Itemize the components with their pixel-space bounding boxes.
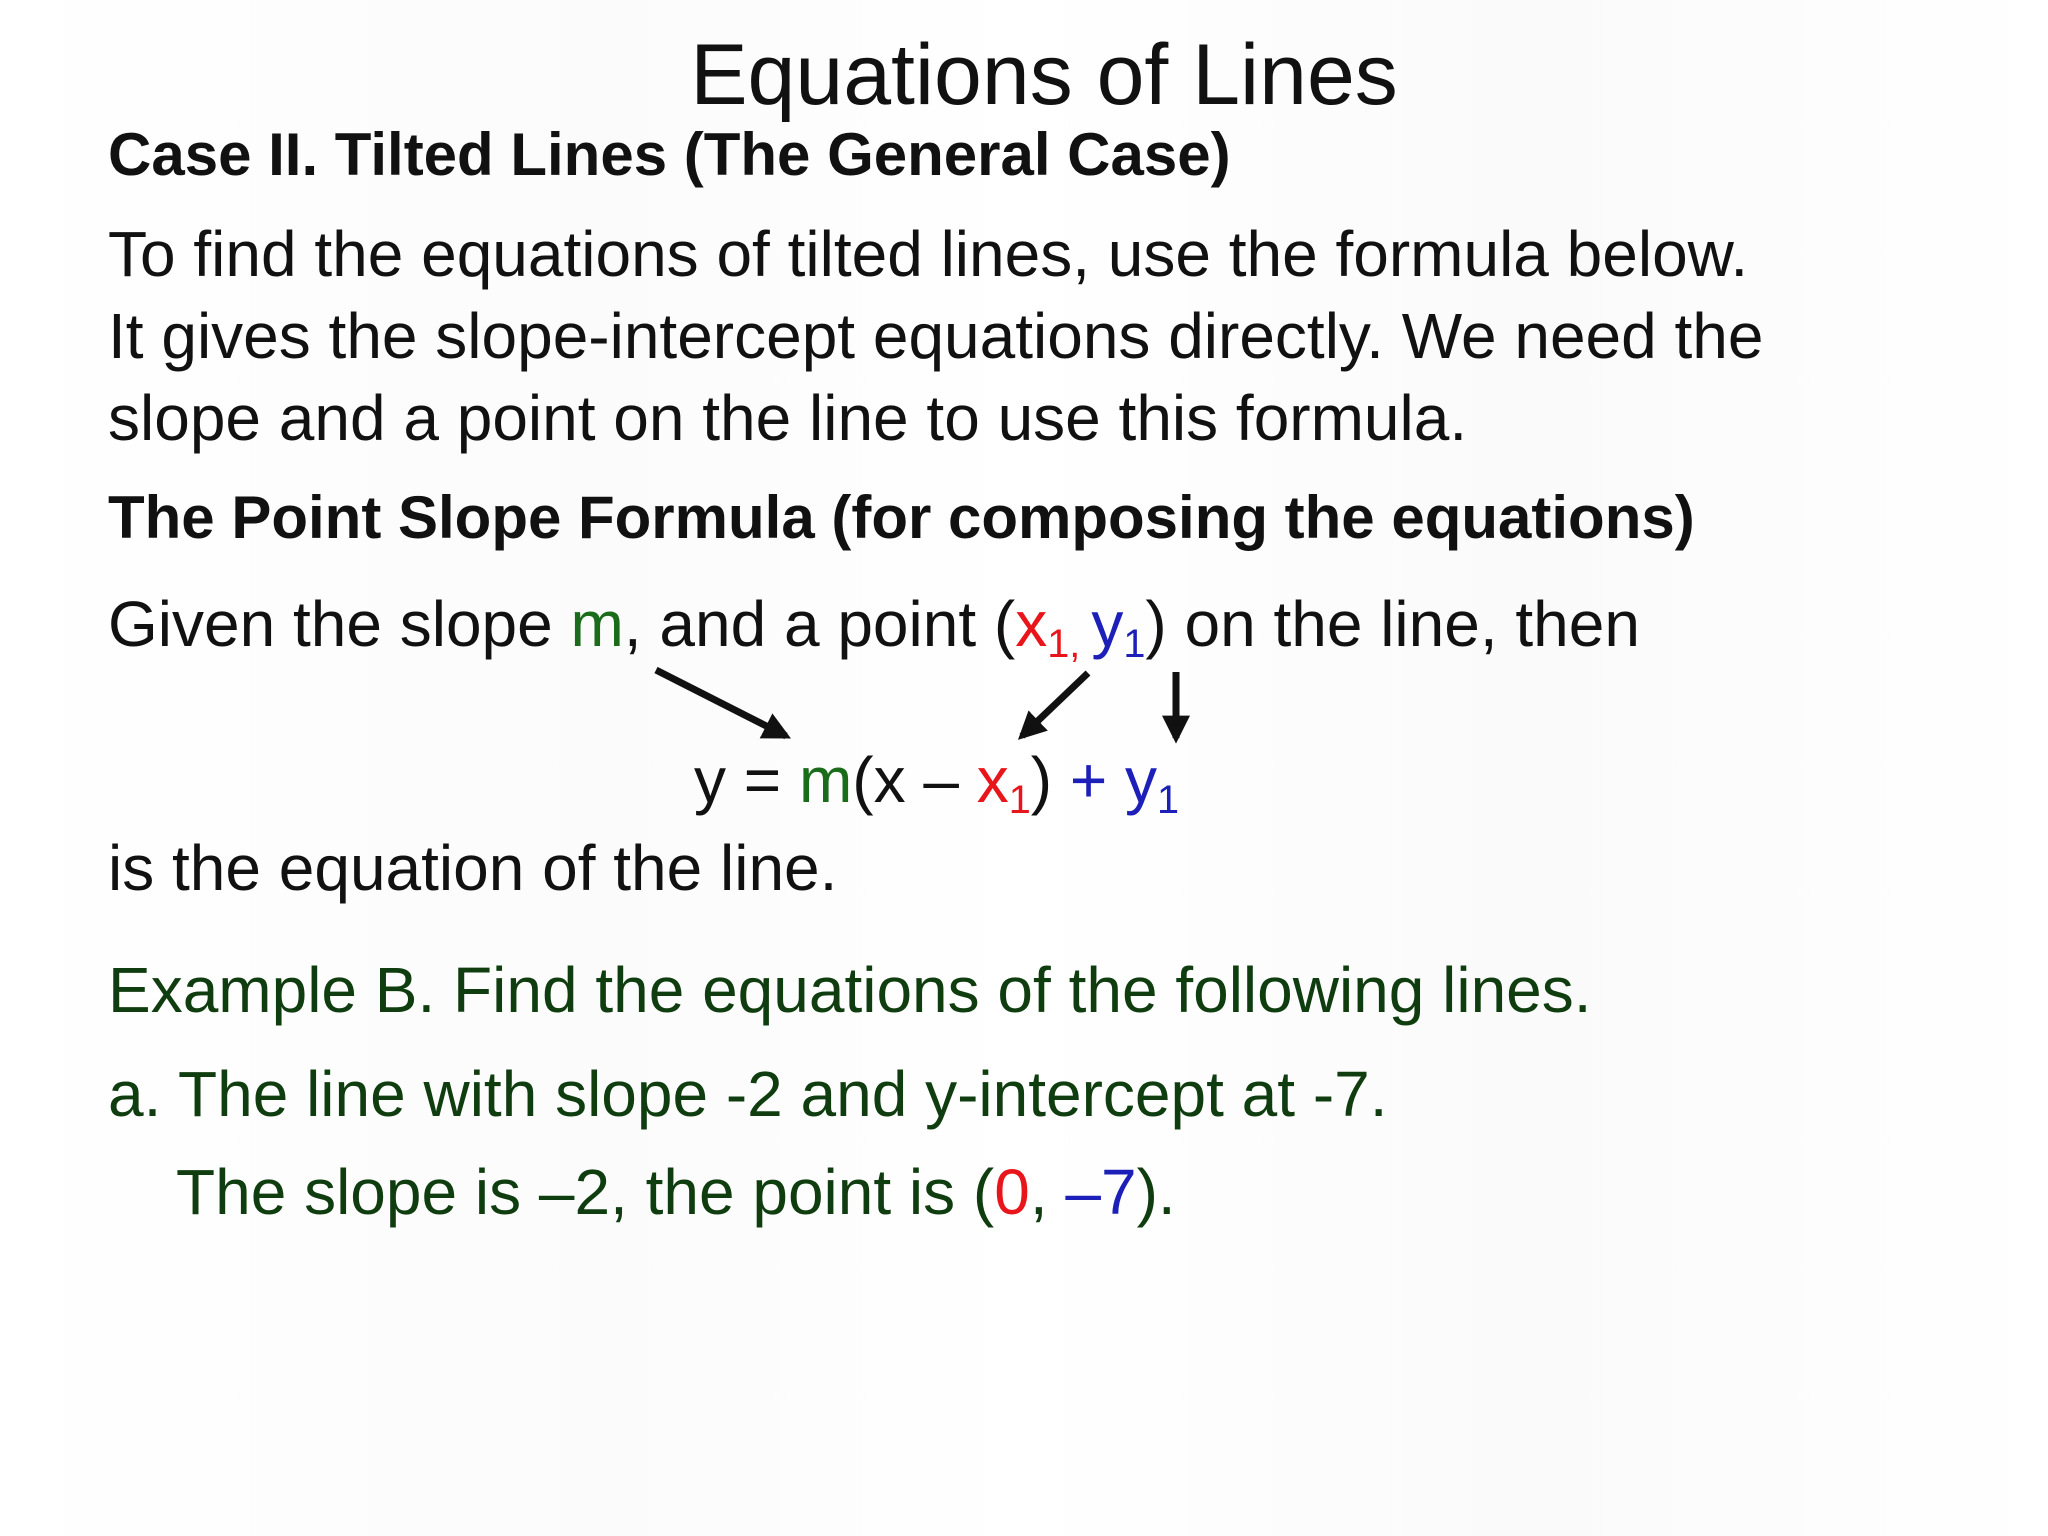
point-x-letter: x bbox=[1015, 588, 1048, 660]
case-heading: Case II. Tilted Lines (The General Case) bbox=[108, 121, 1231, 188]
formula-x-letter: x bbox=[976, 744, 1009, 816]
formula-y-subscript: 1 bbox=[1157, 778, 1180, 823]
answer-post: ). bbox=[1136, 1156, 1176, 1228]
point-slope-formula bbox=[694, 744, 1180, 823]
slope-symbol: m bbox=[570, 588, 624, 660]
given-statement bbox=[108, 588, 1640, 667]
formula-slope: m bbox=[798, 744, 853, 816]
point-x bbox=[1015, 588, 1092, 667]
formula-y-letter: y bbox=[1125, 744, 1158, 816]
formula-y-eq: y = bbox=[694, 744, 799, 816]
page-title: Equations of Lines bbox=[690, 27, 1398, 123]
answer-y: –7 bbox=[1065, 1156, 1137, 1228]
formula-x1 bbox=[976, 744, 1031, 823]
answer-x: 0 bbox=[994, 1156, 1030, 1228]
answer-pre: The slope is –2, the point is ( bbox=[176, 1156, 995, 1228]
given-mid: , and a point ( bbox=[623, 588, 1016, 660]
part-a-answer bbox=[176, 1156, 1176, 1228]
formula-close: ) bbox=[1030, 744, 1070, 816]
arrow-slope bbox=[656, 670, 786, 736]
point-x-subscript: 1 bbox=[1047, 622, 1070, 667]
point-y-subscript: 1 bbox=[1123, 622, 1146, 667]
intro-line-3: slope and a point on the line to use this formula. bbox=[108, 382, 1468, 454]
point-y bbox=[1091, 588, 1146, 667]
formula-plus: + bbox=[1069, 744, 1126, 816]
answer-sep: , bbox=[1029, 1156, 1066, 1228]
formula-y1 bbox=[1069, 744, 1180, 823]
conclusion: is the equation of the line. bbox=[108, 832, 838, 904]
example-heading: Example B. Find the equations of the following lines. bbox=[108, 954, 1592, 1026]
given-pre: Given the slope bbox=[108, 588, 571, 660]
intro-line-2: It gives the slope-intercept equations directly. We need the bbox=[108, 300, 1764, 372]
intro-line-1: To find the equations of tilted lines, use the formula below. bbox=[108, 218, 1749, 290]
point-y-letter: y bbox=[1091, 588, 1124, 660]
formula-open: (x – bbox=[852, 744, 977, 816]
arrow-x bbox=[1022, 673, 1088, 736]
formula-x-subscript: 1 bbox=[1008, 778, 1031, 823]
given-post: ) on the line, then bbox=[1145, 588, 1640, 660]
formula-heading: The Point Slope Formula (for composing the equations) bbox=[108, 484, 1695, 551]
part-a-question: a. The line with slope -2 and y-intercept at -7. bbox=[108, 1058, 1388, 1130]
point-comma: , bbox=[1069, 622, 1092, 667]
